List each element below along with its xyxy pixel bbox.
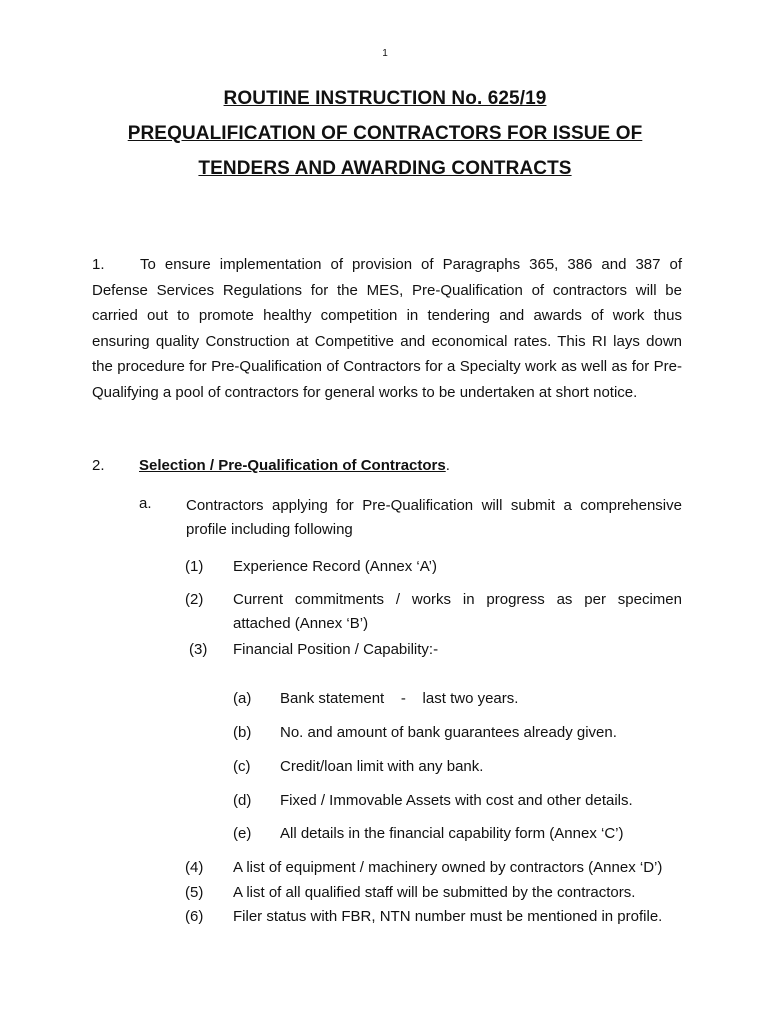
paragraph-2-heading-text: Selection / Pre-Qualification of Contractors bbox=[139, 457, 446, 474]
sub-item-text: Credit/loan limit with any bank. bbox=[280, 758, 484, 775]
list-item-number: (4) bbox=[185, 859, 204, 876]
list-item-text: A list of all qualified staff will be submitted by the contractors. bbox=[233, 884, 636, 901]
list-item-text: Financial Position / Capability:- bbox=[233, 641, 439, 658]
paragraph-1-text: To ensure implementation of provision of Paragraphs 365, 386 and 387 of Defense Services Regulations for the MES, Pre-Qualification of contractors will be carried out to promote healthy competition in tendering and awards of work thus ensuring quality Construction at Competitive and economical rates. This RI lays down the procedure for Pre-Qualification of Contractors for a Specialty work as well as for Pre-Qualifying a pool of contractors for general works to be undertaken at short notice. bbox=[92, 256, 682, 401]
list-item-text: Filer status with FBR, NTN number must be mentioned in profile. bbox=[233, 908, 663, 925]
paragraph-1 bbox=[92, 252, 682, 405]
list-item-number: (2) bbox=[185, 591, 204, 608]
page-number: 1 bbox=[382, 48, 388, 59]
sub-item-text: Bank statement - last two years. bbox=[280, 690, 519, 707]
sub-item-number: (e) bbox=[233, 825, 252, 842]
subparagraph-a-label: a. bbox=[139, 495, 152, 512]
document-title: ROUTINE INSTRUCTION No. 625/19 bbox=[223, 88, 547, 109]
sub-item-number: (b) bbox=[233, 724, 252, 741]
sub-item-number: (c) bbox=[233, 758, 251, 775]
sub-item-text: Fixed / Immovable Assets with cost and other details. bbox=[280, 792, 633, 809]
paragraph-2-heading-period: . bbox=[445, 457, 450, 474]
sub-item-number: (a) bbox=[233, 690, 252, 707]
list-item-text: Current commitments / works in progress as per specimen attached (Annex ‘B’) bbox=[233, 591, 682, 632]
list-item-text: A list of equipment / machinery owned by contractors (Annex ‘D’) bbox=[233, 859, 663, 876]
sub-item-text: All details in the financial capability form (Annex ‘C’) bbox=[280, 825, 624, 842]
paragraph-2-heading bbox=[139, 456, 450, 476]
subject-line-1: PREQUALIFICATION OF CONTRACTORS FOR ISSUE OF bbox=[127, 123, 643, 144]
list-item-number: (1) bbox=[185, 558, 204, 575]
sub-item-text: No. and amount of bank guarantees already given. bbox=[280, 724, 617, 741]
paragraph-1-number: 1. bbox=[92, 256, 105, 273]
sub-item-number: (d) bbox=[233, 792, 252, 809]
subparagraph-a-text: Contractors applying for Pre-Qualification will submit a comprehensive profile including following bbox=[186, 497, 682, 538]
paragraph-2-number: 2. bbox=[92, 457, 105, 474]
list-item-number: (6) bbox=[185, 908, 204, 925]
subject-line-2: TENDERS AND AWARDING CONTRACTS bbox=[198, 158, 572, 179]
list-item-number: (3) bbox=[189, 641, 208, 658]
list-item-number: (5) bbox=[185, 884, 204, 901]
list-item-text: Experience Record (Annex ‘A’) bbox=[233, 558, 437, 575]
